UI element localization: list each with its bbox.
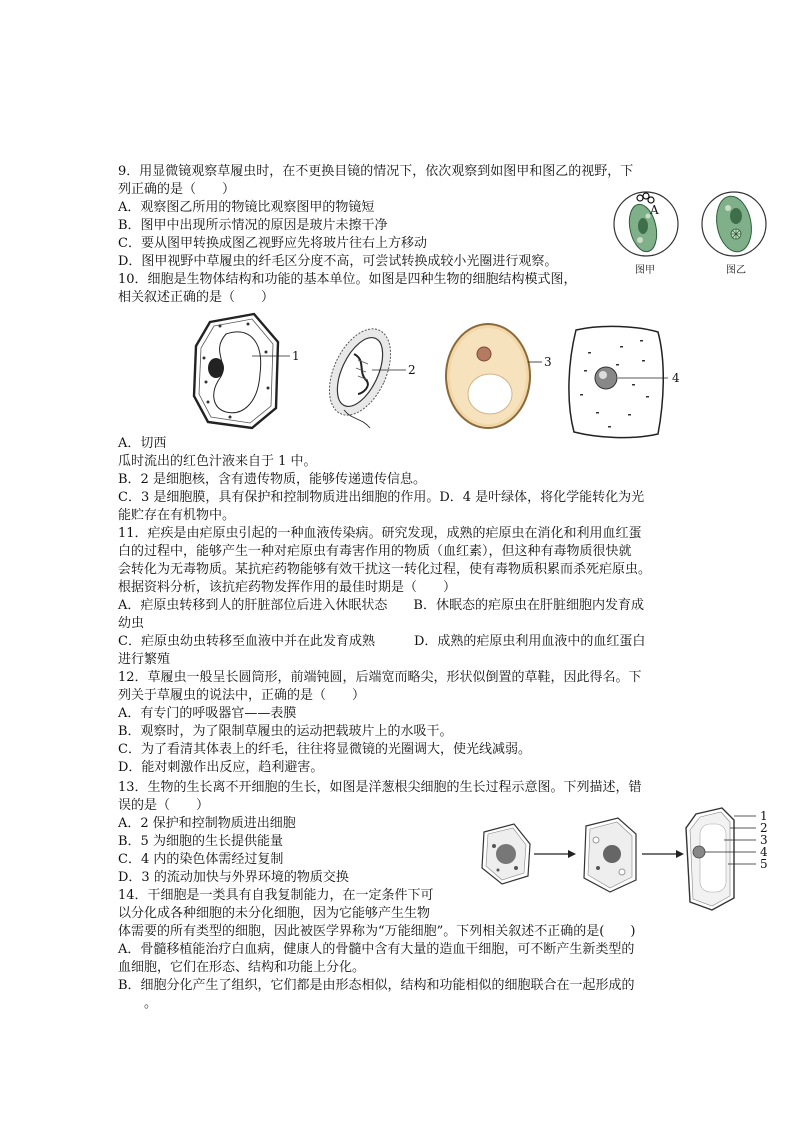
q10-animal-cell bbox=[562, 322, 692, 442]
q11-stem-line2: 白的过程中，能够产生一种对疟原虫有毒害作用的物质（血红素），但这种有毒物质很快就 bbox=[118, 544, 632, 559]
q10-option-a-part2: 瓜时流出的红色汁液来自于 1 中。 bbox=[118, 454, 317, 469]
q10-label-2: 2 bbox=[408, 363, 416, 377]
q12-option-a: A．有专门的呼吸器官——表膜 bbox=[118, 706, 297, 721]
q13-stem-line1: 13．生物的生长离不开细胞的生长，如图是洋葱根尖细胞的生长过程示意图。下列描述，错 bbox=[118, 780, 642, 795]
q13-option-b: B．5 为细胞的生长提供能量 bbox=[118, 834, 283, 849]
q12-stem-line1: 12．草履虫一般呈长圆筒形，前端钝圆，后端宽而略尖，形状似倒置的草鞋，因此得名。下 bbox=[118, 670, 642, 685]
q9-option-b: B．图甲中出现所示情况的原因是玻片未擦干净 bbox=[118, 218, 388, 233]
q13-cell-small bbox=[482, 824, 530, 884]
q14-stem-line3: 体需要的所有类型的细胞，因此被医学界称为“万能细胞”。下列相关叙述不正确的是( ) bbox=[118, 924, 636, 939]
q10-option-cd-line1: C．3 是细胞膜，具有保护和控制物质进出细胞的作用。D．4 是叶绿体，将化学能转化为光 bbox=[118, 490, 645, 505]
q13-stem-line2: 误的是（ ） bbox=[118, 798, 210, 813]
q10-plant-cell bbox=[190, 312, 308, 432]
q12-option-c: C．为了看清其体表上的纤毛，往往将显微镜的光圈调大，使光线减弱。 bbox=[118, 742, 531, 757]
q10-option-cd-line2: 能贮存在有机物中。 bbox=[118, 508, 236, 523]
q12-option-b: B．观察时，为了限制草履虫的运动把载玻片上的水吸干。 bbox=[118, 724, 453, 739]
q10-bacterium-cell bbox=[314, 324, 424, 432]
q14-option-b-line2: 。 bbox=[144, 996, 158, 1011]
q9-figure-jia bbox=[606, 186, 692, 262]
q9-option-d: D．图甲视野中草履虫的纤毛区分度不高，可尝试转换成较小光圈进行观察。 bbox=[118, 254, 558, 269]
q14-option-a-line2: 血细胞，它们在形态、结构和功能上分化。 bbox=[118, 960, 366, 975]
q13-cell-medium bbox=[584, 818, 636, 892]
q13-label-4: 4 bbox=[760, 845, 768, 859]
q13-cell-large bbox=[686, 808, 756, 910]
q10-option-a-part1: A．切西 bbox=[118, 436, 167, 451]
q11-option-ab-line1: A．疟原虫转移到人的肝脏部位后进入休眠状态 B．休眠态的疟原虫在肝脏细胞内发育成 bbox=[118, 598, 644, 613]
q9-figure-yi bbox=[692, 186, 778, 262]
q13-label-3: 3 bbox=[760, 833, 768, 847]
q9-caption-jia: 图甲 bbox=[635, 265, 655, 276]
q14-stem-line2: 以分化成各种细胞的未分化细胞，因为它能够产生生物 bbox=[118, 906, 431, 921]
q11-option-cd-line1: C．疟原虫幼虫转移至血液中并在此发育成熟 D．成熟的疟原虫利用血液中的血红蛋白 bbox=[118, 634, 646, 649]
q9-option-c: C．要从图甲转换成图乙视野应先将玻片往右上方移动 bbox=[118, 236, 427, 251]
q10-stem-line2: 相关叙述正确的是（ ） bbox=[118, 290, 275, 305]
q14-option-a-line1: A．骨髓移植能治疗白血病，健康人的骨髓中含有大量的造血干细胞，可不断产生新类型的 bbox=[118, 942, 635, 957]
q9-stem-line1: 9．用显微镜观察草履虫时，在不更换目镜的情况下，依次观察到如图甲和图乙的视野，下 bbox=[118, 164, 634, 179]
q10-label-3: 3 bbox=[544, 355, 552, 369]
q13-label-2: 2 bbox=[760, 821, 768, 835]
q11-stem-line1: 11．疟疾是由疟原虫引起的一种血液传染病。研究发现，成熟的疟原虫在消化和利用血红蛋 bbox=[118, 526, 642, 541]
q13-option-d: D．3 的流动加快与外界环境的物质交换 bbox=[118, 870, 349, 885]
q12-option-d: D．能对刺激作出反应，趋利避害。 bbox=[118, 760, 324, 775]
q9-caption-yi: 图乙 bbox=[726, 265, 746, 276]
q9-option-a: A．观察图乙所用的物镜比观察图甲的物镜短 bbox=[118, 200, 375, 215]
q10-label-4: 4 bbox=[672, 371, 680, 385]
q13-label-1: 1 bbox=[760, 809, 768, 823]
q10-stem-line1: 10．细胞是生物体结构和功能的基本单位。如图是四种生物的细胞结构模式图， bbox=[118, 272, 577, 287]
q14-option-b-line1: B．细胞分化产生了组织，它们都是由形态相似，结构和功能相似的细胞联合在一起形成的 bbox=[118, 978, 635, 993]
q11-stem-line3: 会转化为无毒物质。某抗疟药物能够有效干扰这一转化过程，使有毒物质积累而杀死疟原虫。 bbox=[118, 562, 652, 577]
q12-stem-line2: 列关于草履虫的说法中，正确的是（ ） bbox=[118, 688, 366, 703]
q9-fig-label-a: A bbox=[650, 203, 659, 217]
q13-label-5: 5 bbox=[760, 857, 768, 871]
q10-option-b: B．2 是细胞核，含有遗传物质，能够传递遗传信息。 bbox=[118, 472, 426, 487]
q14-stem-line1: 14．干细胞是一类具有自我复制能力，在一定条件下可 bbox=[118, 888, 434, 903]
q13-option-a: A．2 保护和控制物质进出细胞 bbox=[118, 816, 296, 831]
q11-option-ab-line2: 幼虫 bbox=[118, 616, 145, 631]
q11-stem-line4: 根据资料分析，该抗疟药物发挥作用的最佳时期是（ ） bbox=[118, 580, 457, 595]
q10-yeast-cell bbox=[442, 322, 558, 432]
q9-stem-line2: 列正确的是（ ） bbox=[118, 182, 236, 197]
q11-option-cd-line2: 进行繁殖 bbox=[118, 652, 171, 667]
q13-option-c: C．4 内的染色体需经过复制 bbox=[118, 852, 284, 867]
q10-label-1: 1 bbox=[292, 349, 300, 363]
q13-cell-growth-figure bbox=[472, 806, 790, 916]
